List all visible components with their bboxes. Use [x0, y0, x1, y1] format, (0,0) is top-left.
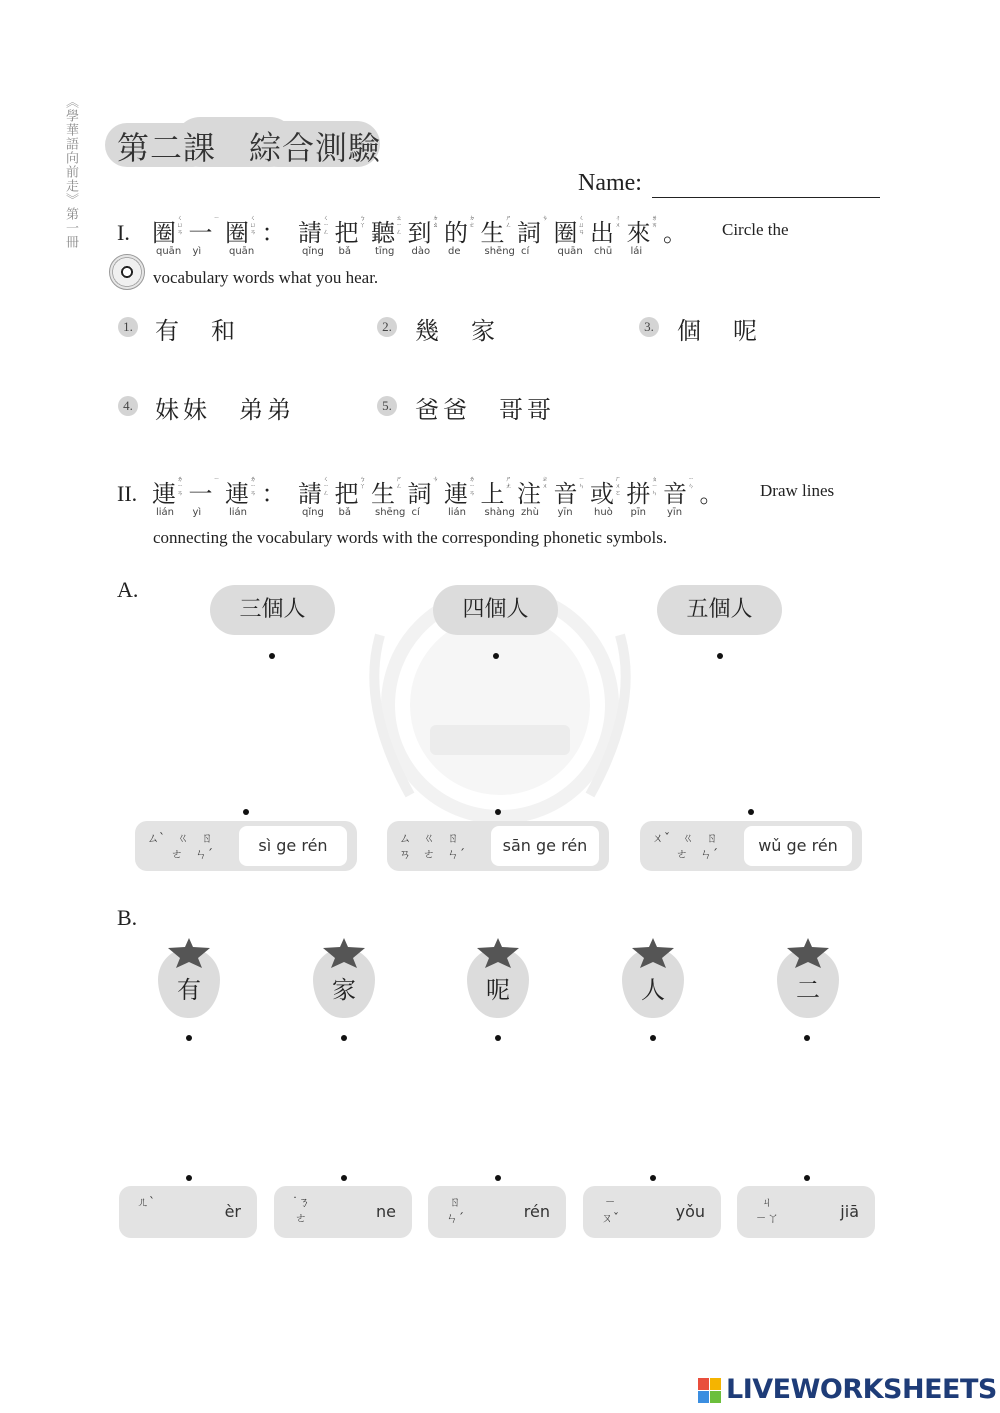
connect-dot[interactable]	[495, 1035, 501, 1041]
zhuyin: ㄧㄣ	[688, 476, 695, 490]
zhuyin: ㄌㄧㄢ	[469, 476, 476, 497]
choice-item[interactable]: 有 和	[155, 317, 239, 345]
part-a-label: A.	[117, 577, 139, 602]
pinyin-text: èr	[224, 1202, 241, 1221]
pinyin: shàng	[484, 507, 515, 518]
pinyin: quān	[229, 246, 255, 257]
phonetic-box	[119, 1186, 257, 1238]
pinyin: yīn	[557, 507, 573, 518]
choice-item[interactable]: 個 呢	[677, 317, 761, 345]
zhuyin: ㄏㄨㄛ	[615, 476, 622, 497]
zhuyin: ㄌㄧㄢ	[177, 476, 184, 497]
zhuyin: ㄕㄥ	[396, 476, 403, 490]
zhuyin: ㄊㄧㄥ	[396, 215, 403, 236]
zhuyin: ㄌㄞ	[651, 215, 658, 229]
audio-cd-icon[interactable]	[109, 254, 145, 290]
strawberry-char: 二	[796, 976, 820, 1004]
section-1-instruction	[152, 213, 712, 261]
zhuyin: ㄅㄚ	[359, 215, 366, 229]
strawberry-word	[158, 938, 220, 1018]
hanzi: 拼	[626, 480, 651, 508]
pinyin: shēng	[375, 507, 406, 518]
lesson-title: 第二課 綜合測驗	[117, 129, 382, 167]
hanzi: 注	[517, 480, 541, 508]
word-oval: 四個人	[433, 585, 558, 635]
hanzi: 圈	[152, 219, 176, 247]
pinyin: shēng	[484, 246, 515, 257]
section-1-english-1: Circle the	[722, 220, 789, 239]
phonetic-box	[583, 1186, 721, 1238]
section-1-number: I.	[117, 220, 130, 245]
hanzi: 或	[590, 480, 614, 508]
hanzi: 生	[480, 219, 505, 247]
hanzi: 聽	[371, 219, 395, 247]
hanzi: ：	[261, 219, 286, 247]
zhuyin: ㄧㄣ	[578, 476, 585, 490]
strawberry-char: 有	[177, 976, 201, 1004]
zhuyin-text: ˙ㄋ ㄜ	[292, 1195, 311, 1225]
hanzi: 詞	[407, 480, 432, 508]
connect-dot[interactable]	[186, 1175, 192, 1181]
connect-dot[interactable]	[495, 1175, 501, 1181]
pinyin-text: wǔ ge rén	[744, 826, 852, 866]
phonetic-box	[428, 1186, 566, 1238]
hanzi: 出	[590, 219, 614, 247]
strawberry-char: 人	[641, 976, 665, 1004]
pinyin: yīn	[667, 507, 683, 518]
phonetic-box	[737, 1186, 875, 1238]
strawberry-leaf-icon	[475, 938, 521, 968]
pinyin: tīng	[375, 246, 395, 257]
hanzi: 。	[663, 219, 687, 247]
section-1-english-2: vocabulary words what you hear.	[153, 268, 379, 287]
pinyin: pīn	[630, 507, 646, 518]
liveworksheets-logo	[698, 1374, 997, 1405]
choice-item[interactable]: 幾 家	[415, 317, 499, 345]
hanzi: 圈	[553, 219, 578, 247]
hanzi: 。	[699, 480, 724, 508]
item-number: 4.	[118, 396, 138, 416]
pinyin-text: jiā	[840, 1202, 859, 1221]
zhuyin: ㄑㄧㄥ	[323, 215, 330, 236]
word-oval: 五個人	[657, 585, 782, 635]
word-oval: 三個人	[210, 585, 335, 635]
phonetic-box	[135, 821, 357, 871]
lesson-title-banner	[105, 117, 380, 169]
strawberry-char: 呢	[486, 976, 510, 1004]
zhuyin: ㄕㄥ	[505, 215, 512, 229]
phonetic-box	[640, 821, 862, 871]
pinyin: zhù	[521, 507, 539, 518]
pinyin: qǐng	[302, 246, 324, 257]
zhuyin-bottom: ㄜ ㄣˊ	[147, 847, 214, 861]
connect-dot[interactable]	[186, 1035, 192, 1041]
zhuyin: ㄑㄩㄢ	[177, 215, 184, 236]
zhuyin: ㄉㄜ	[469, 215, 476, 229]
item-number: 1.	[118, 317, 138, 337]
zhuyin: ㄧ	[213, 215, 220, 222]
choice-item[interactable]: 爸爸 哥哥	[415, 396, 555, 424]
pinyin: quān	[156, 246, 182, 257]
zhuyin: ㄑㄧㄥ	[323, 476, 330, 497]
zhuyin: ㄧ	[213, 476, 220, 483]
connect-dot[interactable]	[493, 653, 499, 659]
item-number: 2.	[377, 317, 397, 337]
connect-dot[interactable]	[748, 809, 754, 815]
hanzi: 上	[480, 480, 505, 508]
zhuyin: ㄔㄨ	[615, 215, 622, 229]
zhuyin-top: ㄨˇ ㄍ ㄖ	[652, 831, 719, 845]
liveworksheets-logo-icon	[698, 1378, 722, 1404]
section-2-english-1: Draw lines	[760, 481, 835, 500]
hanzi: 音	[663, 480, 687, 508]
choice-item[interactable]: 妹妹 弟弟	[155, 396, 295, 424]
pinyin: lián	[229, 507, 248, 518]
zhuyin: ㄑㄩㄢ	[578, 215, 585, 236]
hanzi: 的	[444, 219, 468, 247]
strawberry-word	[313, 938, 375, 1018]
connect-dot[interactable]	[243, 809, 249, 815]
pinyin-text: rén	[523, 1202, 550, 1221]
hanzi: 來	[626, 219, 651, 247]
pinyin: de	[448, 246, 461, 257]
part-b-label: B.	[117, 905, 138, 930]
connect-dot[interactable]	[804, 1175, 810, 1181]
pinyin: lái	[630, 246, 643, 257]
hanzi: 生	[371, 480, 395, 508]
hanzi: 一	[188, 480, 213, 508]
connect-dot[interactable]	[341, 1175, 347, 1181]
hanzi: 把	[334, 219, 359, 247]
strawberry-char: 家	[332, 976, 356, 1004]
section-2-english-2: connecting the vocabulary words with the corresponding phonetic symbols.	[153, 528, 668, 547]
hanzi: 連	[444, 480, 468, 508]
hanzi: 到	[407, 219, 432, 247]
pinyin: yì	[192, 246, 202, 257]
pinyin: quān	[557, 246, 583, 257]
hanzi: 一	[188, 219, 213, 247]
zhuyin-text: ㄐ ㄧㄚ	[755, 1195, 780, 1225]
zhuyin: ㄑㄩㄢ	[250, 215, 257, 236]
pinyin: cí	[411, 507, 420, 518]
name-input-line[interactable]	[652, 197, 880, 198]
zhuyin-bottom: ㄢ ㄜ ㄣˊ	[399, 847, 466, 861]
connect-dot[interactable]	[804, 1035, 810, 1041]
hanzi: 詞	[517, 219, 541, 247]
zhuyin-bottom: ㄜ ㄣˊ	[652, 847, 719, 861]
zhuyin: ㄘ	[432, 476, 439, 483]
zhuyin-text: ㄖ ㄣˊ	[446, 1195, 465, 1225]
zhuyin-top: ㄙˋ ㄍ ㄖ	[147, 831, 214, 845]
zhuyin: ㄓㄨ	[542, 476, 549, 490]
connect-dot[interactable]	[269, 653, 275, 659]
hanzi: 請	[298, 480, 322, 508]
pinyin-text: yǒu	[675, 1202, 705, 1221]
strawberry-word	[622, 938, 684, 1018]
zhuyin: ㄆㄧㄣ	[651, 476, 658, 497]
pinyin: lián	[156, 507, 175, 518]
connect-dot[interactable]	[495, 809, 501, 815]
liveworksheets-text: LIVEWORKSHEETS	[726, 1374, 997, 1405]
hanzi: 請	[298, 219, 322, 247]
item-number: 5.	[377, 396, 397, 416]
pinyin: chū	[594, 246, 613, 257]
hanzi: 圈	[225, 219, 249, 247]
hanzi: ：	[261, 480, 286, 508]
pinyin: qǐng	[302, 507, 324, 518]
strawberry-leaf-icon	[630, 938, 676, 968]
zhuyin: ㄉㄠ	[432, 215, 439, 229]
pinyin-text: sān ge rén	[491, 826, 599, 866]
strawberry-leaf-icon	[321, 938, 367, 968]
connect-dot[interactable]	[341, 1035, 347, 1041]
pinyin: huò	[594, 507, 613, 518]
zhuyin: ㄘ	[542, 215, 549, 222]
pinyin: bǎ	[338, 246, 351, 257]
section-2-instruction	[152, 474, 742, 522]
hanzi: 連	[225, 480, 249, 508]
hanzi: 把	[334, 480, 359, 508]
strawberry-word	[467, 938, 529, 1018]
strawberry-leaf-icon	[166, 938, 212, 968]
connect-dot[interactable]	[650, 1035, 656, 1041]
name-label: Name:	[578, 170, 642, 196]
zhuyin-text: ㄦˋ	[137, 1195, 156, 1209]
pinyin-text: ne	[376, 1202, 396, 1221]
pinyin: bǎ	[338, 507, 351, 518]
zhuyin: ㄕㄤ	[505, 476, 512, 490]
strawberry-leaf-icon	[785, 938, 831, 968]
section-2-number: II.	[117, 481, 138, 506]
zhuyin: ㄌㄧㄢ	[250, 476, 257, 497]
phonetic-box	[387, 821, 609, 871]
connect-dot[interactable]	[717, 653, 723, 659]
pinyin: lián	[448, 507, 467, 518]
pinyin: cí	[521, 246, 530, 257]
strawberry-word	[777, 938, 839, 1018]
pinyin-text: sì ge rén	[239, 826, 347, 866]
zhuyin-text: ㄧ ㄡˇ	[601, 1195, 620, 1225]
zhuyin-top: ㄙ ㄍ ㄖ	[399, 831, 460, 845]
item-number: 3.	[639, 317, 659, 337]
pinyin: dào	[411, 246, 431, 257]
book-title-vertical: 《學華語向前走》第一冊	[63, 95, 78, 249]
hanzi: 音	[553, 480, 578, 508]
phonetic-box	[274, 1186, 412, 1238]
pinyin: yì	[192, 507, 202, 518]
connect-dot[interactable]	[650, 1175, 656, 1181]
zhuyin: ㄅㄚ	[359, 476, 366, 490]
hanzi: 連	[152, 480, 176, 508]
